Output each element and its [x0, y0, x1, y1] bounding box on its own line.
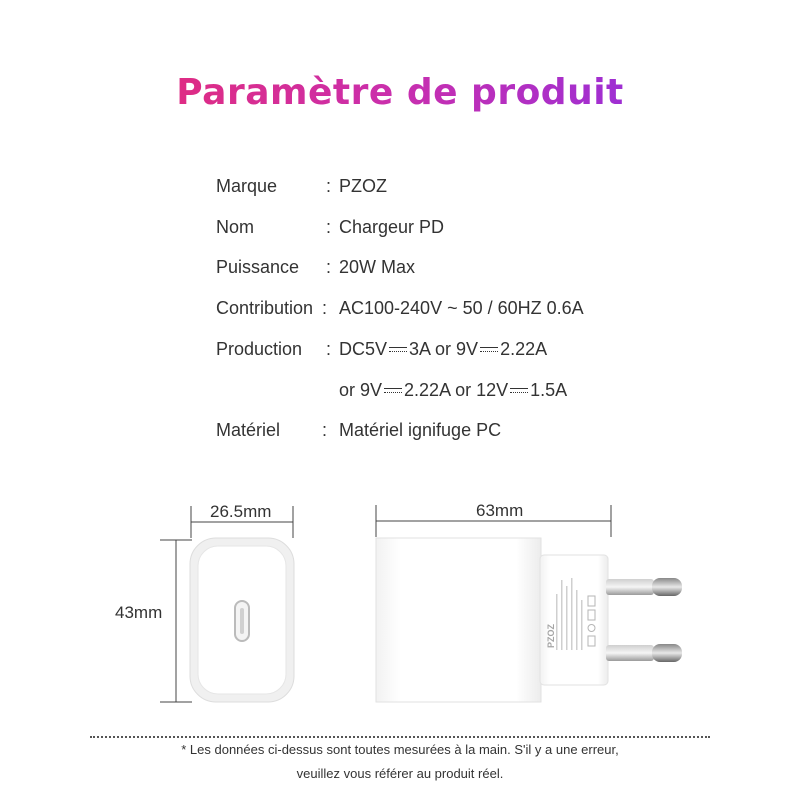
spec-separator: :	[326, 217, 332, 237]
spec-label: Marque	[216, 176, 278, 196]
spec-separator: :	[326, 257, 332, 277]
output-part: 2.22A or 12V	[404, 380, 509, 400]
spec-label: Contribution	[216, 298, 314, 318]
spec-value: 20W Max	[339, 257, 416, 277]
front-width-label: 63mm	[476, 501, 524, 520]
charger-side-view	[376, 538, 682, 702]
output-part: DC5V	[339, 339, 388, 359]
spec-value: AC100-240V ~ 50 / 60HZ 0.6A	[339, 298, 584, 318]
output-part: 1.5A	[530, 380, 568, 400]
spec-value: PZOZ	[339, 176, 387, 196]
spec-label: Matériel	[216, 420, 281, 440]
note-line-1: * Les données ci-dessus sont toutes mesurées à la main. S'il y a une erreur,	[181, 742, 619, 757]
output-part: 3A or 9V	[409, 339, 479, 359]
spec-label: Puissance	[216, 257, 300, 277]
height-label: 43mm	[115, 603, 163, 622]
output-part: 2.22A	[500, 339, 548, 359]
spec-separator: :	[326, 339, 332, 359]
output-part: or 9V	[339, 380, 383, 400]
spec-value: Chargeur PD	[339, 217, 445, 237]
side-width-label: 26.5mm	[210, 502, 272, 521]
spec-label: Production	[216, 339, 303, 359]
divider	[90, 736, 710, 738]
spec-separator: :	[322, 298, 328, 318]
height-dimension	[160, 540, 192, 702]
page-title: Paramètre de produit	[0, 72, 800, 113]
charger-front-view	[190, 538, 294, 702]
spec-label: Nom	[216, 217, 255, 237]
note-line-2: veuillez vous référer au produit réel.	[296, 766, 504, 781]
spec-value: Matériel ignifuge PC	[339, 420, 502, 440]
spec-separator: :	[322, 420, 328, 440]
brand-print: PZOZ	[546, 624, 556, 648]
spec-separator: :	[326, 176, 332, 196]
